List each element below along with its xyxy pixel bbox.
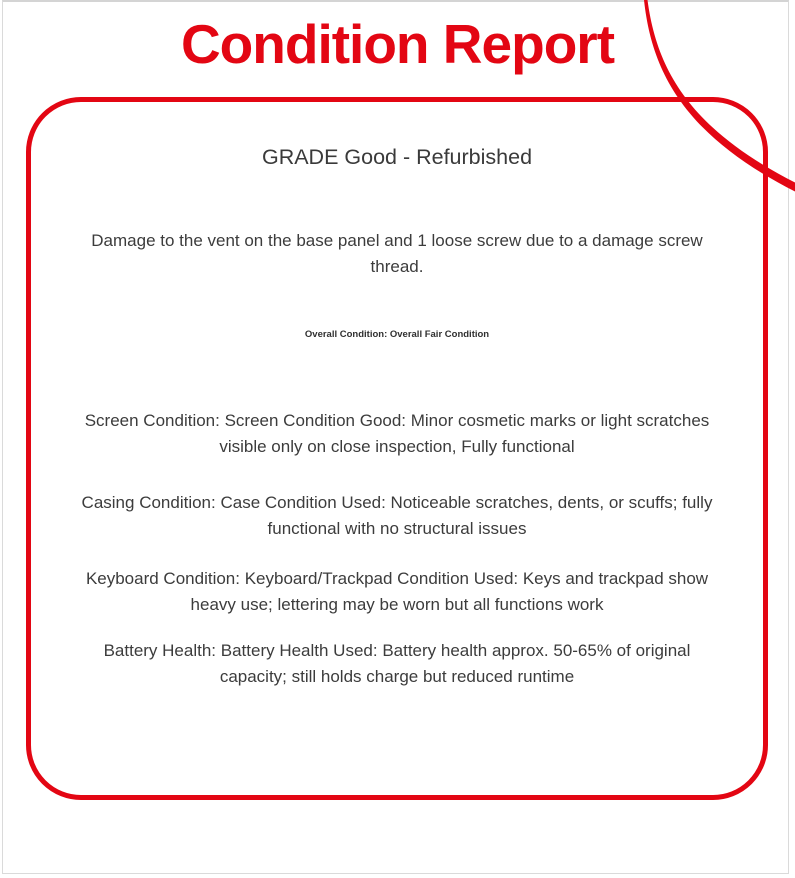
section-casing-condition: Casing Condition: Case Condition Used: Noticeable scratches, dents, or scuffs; fully functional with no structural issues [81,493,713,538]
report-card [26,97,768,800]
page-title: Condition Report [180,13,615,75]
overall-condition-label: Overall Condition: Overall Fair Condition [304,329,490,340]
section-keyboard-condition: Keyboard Condition: Keyboard/Trackpad Condition Used: Keys and trackpad show heavy use; lettering may be worn but all functions work [85,569,709,614]
section-screen-condition: Screen Condition: Screen Condition Good: Minor cosmetic marks or light scratches visible only on close inspection, Fully functional [84,411,710,456]
section-battery-health: Battery Health: Battery Health Used: Battery health approx. 50-65% of original capacity; still holds charge but reduced runtime [103,641,691,686]
damage-note: Damage to the vent on the base panel and 1 loose screw due to a damage screw thread. [91,231,703,276]
grade-heading: GRADE Good - Refurbished [261,145,533,169]
